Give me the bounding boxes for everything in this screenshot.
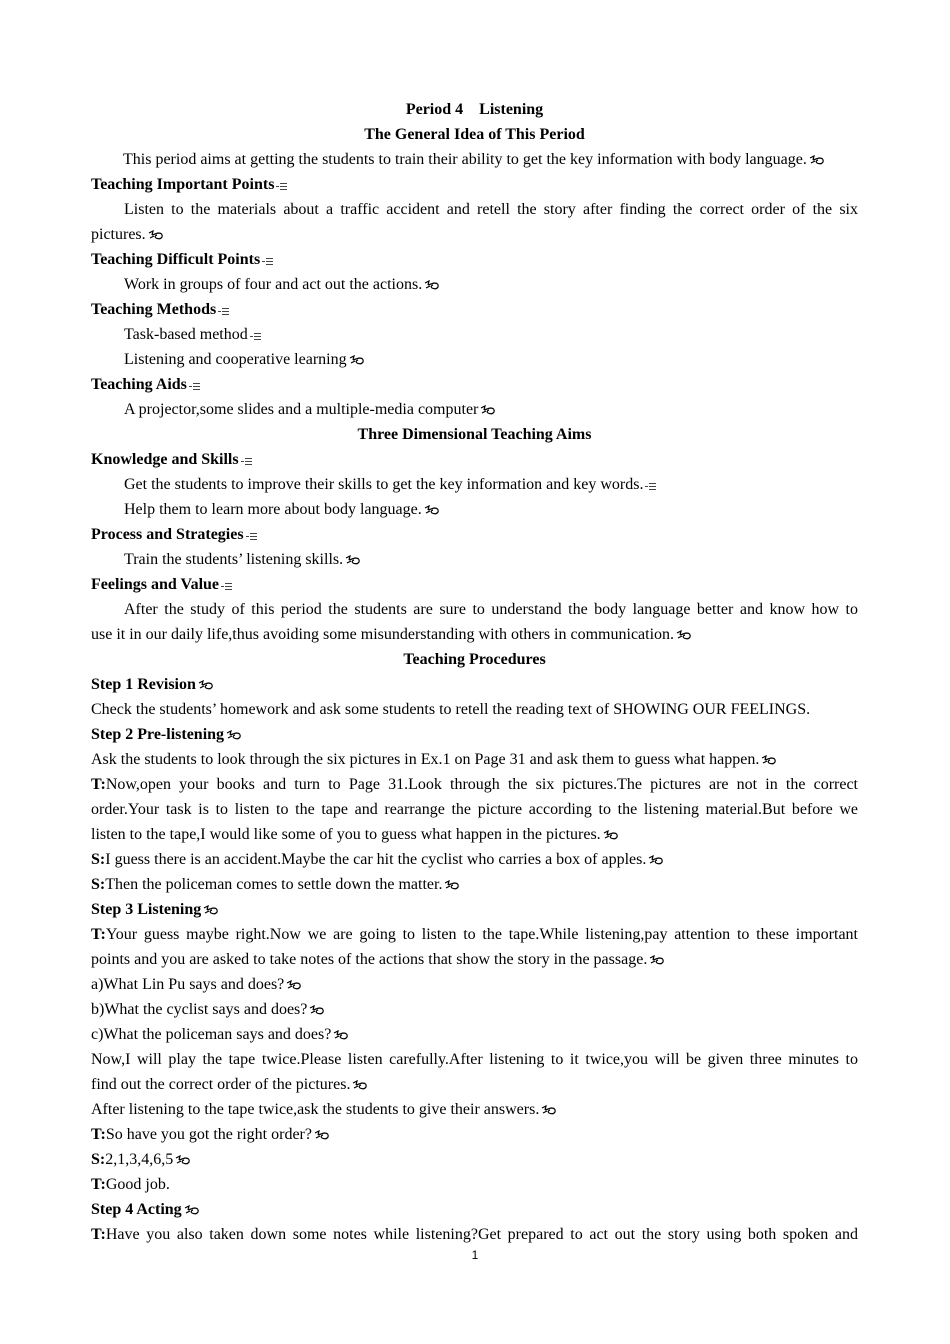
paragraph-mark-icon	[424, 505, 441, 516]
step3-teacher-praise: T:Good job.	[91, 1176, 170, 1193]
step2-title: Step 2 Pre-listening	[91, 722, 858, 747]
process-heading: Process and Strategies	[91, 522, 858, 547]
step2-student-line-1: S:I guess there is an accident.Maybe the car hit the cyclist who carries a box of apples.	[91, 847, 858, 872]
step2-text: Ask the students to look through the six pictures in Ex.1 on Page 31 and ask them to guess what happen.	[91, 747, 858, 772]
paragraph-mark-icon	[648, 855, 665, 866]
paragraph-mark-icon	[309, 1005, 326, 1016]
paragraph-mark-icon	[676, 630, 693, 641]
feelings-heading: Feelings and Value	[91, 572, 858, 597]
paragraph-mark-icon	[226, 730, 243, 741]
line-break-icon	[241, 457, 253, 466]
feelings-text-1: After the study of this period the students are sure to understand the body language better and know how to	[124, 601, 858, 618]
paragraph-mark-icon	[314, 1130, 331, 1141]
step3-teacher-line-1: T:Your guess maybe right.Now we are going to listen to the tape.While listening,pay attention to these important	[91, 926, 858, 943]
line-break-icon	[276, 182, 288, 191]
step3-student-answer: S:2,1,3,4,6,5	[91, 1147, 858, 1172]
paragraph-mark-icon	[444, 880, 461, 891]
knowledge-heading: Knowledge and Skills	[91, 447, 858, 472]
paragraph-mark-icon	[541, 1105, 558, 1116]
important-points-heading: Teaching Important Points	[91, 172, 858, 197]
step4-teacher-line-1: T:Have you also taken down some notes while listening?Get prepared to act out the story using both spoken and	[91, 1226, 858, 1243]
step4-title: Step 4 Acting	[91, 1197, 858, 1222]
knowledge-item-2: Help them to learn more about body language.	[91, 497, 858, 522]
paragraph-mark-icon	[761, 755, 778, 766]
paragraph-mark-icon	[603, 830, 620, 841]
page-title: Period 4 Listening	[405, 101, 544, 118]
important-points-text-1: Listen to the materials about a traffic accident and retell the story after finding the correct order of the six	[124, 201, 858, 218]
paragraph-mark-icon	[345, 555, 362, 566]
procedures-heading: Teaching Procedures	[403, 651, 546, 668]
line-break-icon	[221, 582, 233, 591]
step3-play-line-1: Now,I will play the tape twice.Please listen carefully.After listening to it twice,you will be given three minutes to	[91, 1051, 858, 1068]
step3-question-c: c)What the policeman says and does?	[91, 1022, 858, 1047]
paragraph-mark-icon	[480, 405, 497, 416]
paragraph-mark-icon	[184, 1205, 201, 1216]
line-break-icon	[246, 532, 258, 541]
step2-teacher-line-2: order.Your task is to listen to the tape and rearrange the picture according to the listening material.But before we	[91, 801, 858, 818]
general-idea-text: This period aims at getting the students to train their ability to get the key information with body language.	[91, 147, 858, 172]
aids-heading: Teaching Aids	[91, 372, 858, 397]
line-break-icon	[262, 257, 274, 266]
paragraph-mark-icon	[203, 905, 220, 916]
knowledge-item-1: Get the students to improve their skills to get the key information and key words.	[91, 472, 858, 497]
step1-text: Check the students’ homework and ask some students to retell the reading text of SHOWING OUR FEELINGS.	[91, 701, 811, 718]
methods-item-1: Task-based method	[91, 322, 858, 347]
step3-teacher-question: T:So have you got the right order?	[91, 1122, 858, 1147]
step2-teacher-line-1: T:Now,open your books and turn to Page 31.Look through the six pictures.The pictures are not in the correct	[91, 776, 858, 793]
step3-question-a: a)What Lin Pu says and does?	[91, 972, 858, 997]
general-idea-heading: The General Idea of This Period	[364, 126, 585, 143]
paragraph-mark-icon	[198, 680, 215, 691]
methods-item-2: Listening and cooperative learning	[91, 347, 858, 372]
paragraph-mark-icon	[352, 1080, 369, 1091]
step3-question-b: b)What the cyclist says and does?	[91, 997, 858, 1022]
line-break-icon	[250, 332, 262, 341]
step3-title: Step 3 Listening	[91, 897, 858, 922]
line-break-icon	[218, 307, 230, 316]
step3-after-text: After listening to the tape twice,ask the students to give their answers.	[91, 1097, 858, 1122]
paragraph-mark-icon	[148, 230, 165, 241]
three-dimensional-heading: Three Dimensional Teaching Aims	[357, 426, 592, 443]
paragraph-mark-icon	[175, 1155, 192, 1166]
document-body	[91, 97, 858, 1247]
step1-title: Step 1 Revision	[91, 672, 858, 697]
process-text: Train the students’ listening skills.	[91, 547, 858, 572]
line-break-icon	[645, 482, 657, 491]
difficult-points-heading: Teaching Difficult Points	[91, 247, 858, 272]
paragraph-mark-icon	[349, 355, 366, 366]
paragraph-mark-icon	[809, 155, 826, 166]
paragraph-mark-icon	[649, 955, 666, 966]
step3-teacher-line-2: points and you are asked to take notes of the actions that show the story in the passage.	[91, 947, 858, 972]
paragraph-mark-icon	[333, 1030, 350, 1041]
important-points-text-2: pictures.	[91, 222, 858, 247]
step3-play-line-2: find out the correct order of the pictures.	[91, 1072, 858, 1097]
step2-student-line-2: S:Then the policeman comes to settle down the matter.	[91, 872, 858, 897]
step2-teacher-line-3: listen to the tape,I would like some of you to guess what happen in the pictures.	[91, 822, 858, 847]
paragraph-mark-icon	[286, 980, 303, 991]
methods-heading: Teaching Methods	[91, 297, 858, 322]
feelings-text-2: use it in our daily life,thus avoiding some misunderstanding with others in communication.	[91, 622, 858, 647]
line-break-icon	[189, 382, 201, 391]
page-number: 1	[471, 1248, 479, 1262]
aids-text: A projector,some slides and a multiple-media computer	[91, 397, 858, 422]
paragraph-mark-icon	[424, 280, 441, 291]
difficult-points-text: Work in groups of four and act out the actions.	[91, 272, 858, 297]
